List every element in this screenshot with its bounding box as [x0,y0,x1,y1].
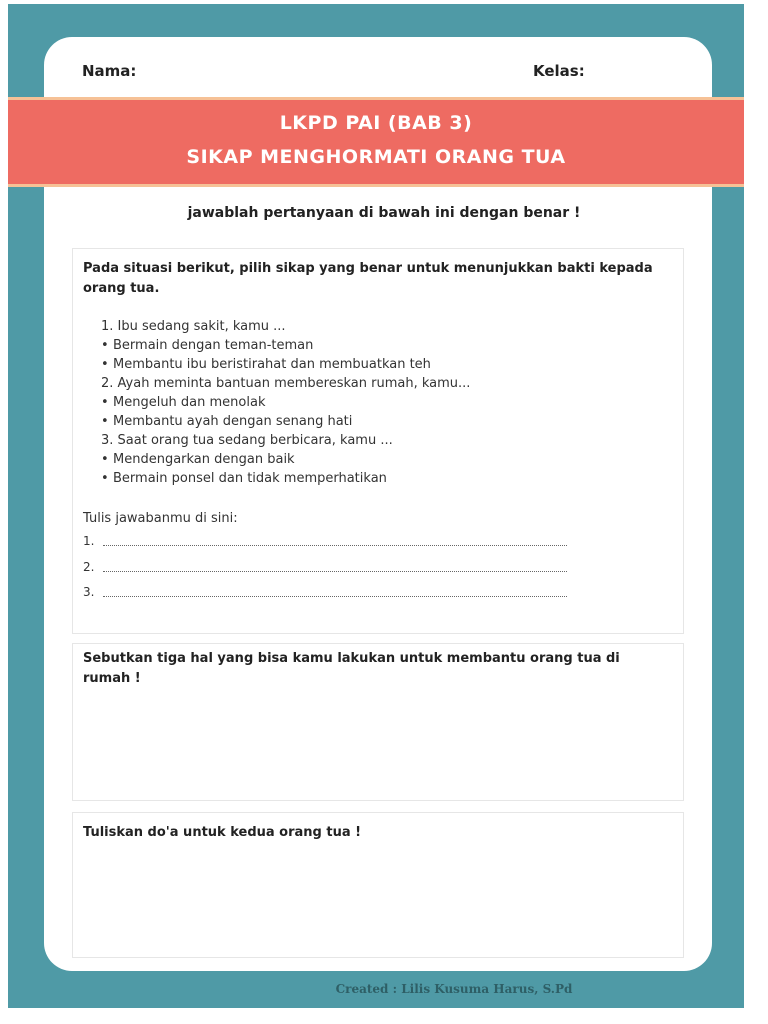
question-2-prompt: Sebutkan tiga hal yang bisa kamu lakukan untuk membantu orang tua di rumah ! [83,651,620,686]
list-item: • Bermain ponsel dan tidak memperhatikan [101,469,661,488]
instruction-text: jawablah pertanyaan di bawah ini dengan benar ! [187,205,581,221]
list-item: • Mendengarkan dengan baik [101,450,661,469]
situation-list [101,317,661,488]
answer-line-2[interactable] [83,560,567,576]
answer-number: 3. [83,585,95,599]
list-item: 2. Ayah meminta bantuan membereskan rumah, kamu... [101,376,471,391]
answer-number: 1. [83,534,95,548]
kelas-label: Kelas: [533,62,585,80]
question-box-1 [72,248,684,634]
question-3-prompt: Tuliskan do'a untuk kedua orang tua ! [83,825,362,840]
list-item: • Bermain dengan teman-teman [101,336,661,355]
question-box-3[interactable] [72,812,684,958]
list-item: • Membantu ayah dengan senang hati [101,412,661,431]
answer-line-1[interactable] [83,534,567,550]
nama-label: Nama: [82,62,137,80]
answer-prompt: Tulis jawabanmu di sini: [83,511,238,526]
list-item: 1. Ibu sedang sakit, kamu ... [101,319,286,334]
answer-line-3[interactable] [83,585,567,601]
list-item: • Membantu ibu beristirahat dan membuatkan teh [101,355,661,374]
question-1-prompt: Pada situasi berikut, pilih sikap yang benar untuk menunjukkan bakti kepada orang tua. [83,261,653,296]
list-item: • Mengeluh dan menolak [101,393,661,412]
title-banner [8,97,744,187]
answer-rule [103,571,567,572]
banner-subtitle: SIKAP MENGHORMATI ORANG TUA [186,146,566,168]
answer-rule [103,596,567,597]
question-box-2[interactable] [72,643,684,801]
answer-number: 2. [83,560,95,574]
answer-rule [103,545,567,546]
banner-title: LKPD PAI (BAB 3) [279,112,473,134]
footer-credit: Created : Lilis Kusuma Harus, S.Pd [335,982,573,996]
list-item: 3. Saat orang tua sedang berbicara, kamu ... [101,433,393,448]
